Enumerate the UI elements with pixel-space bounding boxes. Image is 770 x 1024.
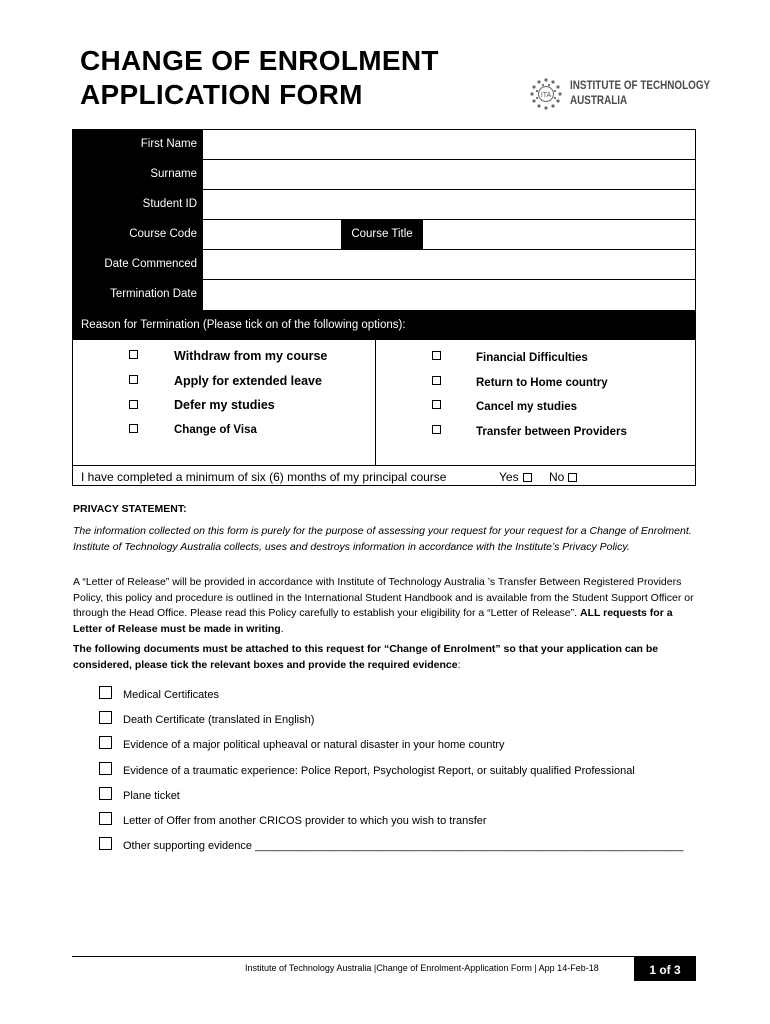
- documents-end: :: [457, 658, 461, 671]
- logo-text-line-2: AUSTRALIA: [570, 95, 628, 107]
- title-line-2: APPLICATION FORM: [80, 79, 363, 110]
- traumatic-experience-checkbox[interactable]: [99, 762, 112, 775]
- document-label: Medical Certificates: [123, 689, 219, 701]
- privacy-text: The information collected on this form is purely for the purpose of assessing your request for your request for a Change of Enrolment. Institute of Technology Australia collects, uses and destroys information in accordance with the Institute’s Privacy Policy.: [73, 525, 692, 553]
- withdraw-checkbox[interactable]: [129, 350, 138, 359]
- medical-certificates-checkbox[interactable]: [99, 686, 112, 699]
- reason-option-extended-leave: Apply for extended leave: [174, 374, 322, 388]
- course-title-field[interactable]: [423, 220, 695, 250]
- surname-field[interactable]: [203, 160, 695, 190]
- no-label: No: [549, 470, 565, 484]
- cancel-checkbox[interactable]: [432, 400, 441, 409]
- political-upheaval-checkbox[interactable]: [99, 736, 112, 749]
- release-end: .: [280, 622, 284, 635]
- financial-checkbox[interactable]: [432, 351, 441, 360]
- privacy-heading: PRIVACY STATEMENT:: [73, 503, 187, 515]
- transfer-checkbox[interactable]: [432, 425, 441, 434]
- page-number-badge: 1 of 3: [634, 957, 696, 981]
- course-code-label: Course Code: [73, 220, 203, 250]
- reason-option-withdraw: Withdraw from my course: [174, 349, 328, 363]
- release-text: A “Letter of Release” will be provided in accordance with Institute of Technology Australia ’s Transfer Between Registered Providers Policy, this policy and procedure is outlined in the International Student Handbook and is available from the Student Support Officer or through the Head Office. Please read this Policy carefully to establish your eligibility for a “Letter of Release”.: [73, 576, 694, 619]
- yes-label: Yes: [499, 470, 519, 484]
- reason-option-financial: Financial Difficulties: [476, 352, 588, 364]
- surname-label: Surname: [73, 160, 203, 190]
- reason-option-visa: Change of Visa: [174, 424, 257, 436]
- minimum-statement: I have completed a minimum of six (6) months of my principal course: [81, 470, 447, 484]
- form-divider: [73, 465, 695, 466]
- documents-text: The following documents must be attached to this request for “Change of Enrolment” so that your application can be considered, please tick the relevant boxes and provide the required evidence: [73, 643, 659, 671]
- date-commenced-field[interactable]: [203, 250, 695, 280]
- termination-date-label: Termination Date: [73, 280, 203, 310]
- course-code-field[interactable]: [203, 220, 341, 250]
- svg-text:ITA: ITA: [540, 92, 552, 99]
- student-id-field[interactable]: [203, 190, 695, 220]
- defer-checkbox[interactable]: [129, 400, 138, 409]
- no-checkbox[interactable]: [568, 473, 577, 482]
- other-evidence-checkbox[interactable]: [99, 837, 112, 850]
- course-title-label: Course Title: [341, 220, 423, 250]
- reason-option-transfer: Transfer between Providers: [476, 426, 627, 438]
- student-id-label: Student ID: [73, 190, 203, 220]
- return-home-checkbox[interactable]: [432, 376, 441, 385]
- visa-checkbox[interactable]: [129, 424, 138, 433]
- extended-leave-checkbox[interactable]: [129, 375, 138, 384]
- options-divider: [375, 340, 376, 465]
- release-bold-text: ALL requests for a Letter of Release must be made in writing: [73, 607, 673, 635]
- yes-option: [499, 470, 532, 484]
- reason-option-return-home: Return to Home country: [476, 377, 608, 389]
- reason-option-defer: Defer my studies: [174, 398, 275, 412]
- page-title: [80, 44, 439, 112]
- document-label: Death Certificate (translated in English): [123, 714, 315, 726]
- footer-text: Institute of Technology Australia |Change of Enrolment-Application Form | App 14-Feb-18: [245, 963, 599, 973]
- logo-mark-icon: [526, 76, 566, 114]
- institute-logo: [526, 76, 711, 114]
- termination-date-field[interactable]: [203, 280, 695, 310]
- reason-header: Reason for Termination (Please tick on of the following options):: [73, 310, 695, 340]
- document-label: Evidence of a major political upheaval or natural disaster in your home country: [123, 739, 505, 751]
- plane-ticket-checkbox[interactable]: [99, 787, 112, 800]
- document-label: Evidence of a traumatic experience: Police Report, Psychologist Report, or suitably qualified Professional: [123, 765, 635, 777]
- document-label: Plane ticket: [123, 790, 180, 802]
- first-name-label: First Name: [73, 130, 203, 160]
- document-label: Letter of Offer from another CRICOS provider to which you wish to transfer: [123, 815, 487, 827]
- document-label: Other supporting evidence ______________________________________________________________________: [123, 840, 684, 852]
- enrolment-form: [72, 129, 696, 486]
- first-name-field[interactable]: [203, 130, 695, 160]
- no-option: [549, 470, 577, 484]
- reason-option-cancel: Cancel my studies: [476, 401, 577, 413]
- date-commenced-label: Date Commenced: [73, 250, 203, 280]
- yes-checkbox[interactable]: [523, 473, 532, 482]
- logo-text-line-1: INSTITUTE OF TECHNOLOGY: [570, 80, 711, 92]
- footer-rule: [72, 956, 696, 957]
- title-line-1: CHANGE OF ENROLMENT: [80, 45, 439, 76]
- letter-of-offer-checkbox[interactable]: [99, 812, 112, 825]
- documents-paragraph: [73, 642, 697, 673]
- release-paragraph: [73, 575, 697, 637]
- death-certificate-checkbox[interactable]: [99, 711, 112, 724]
